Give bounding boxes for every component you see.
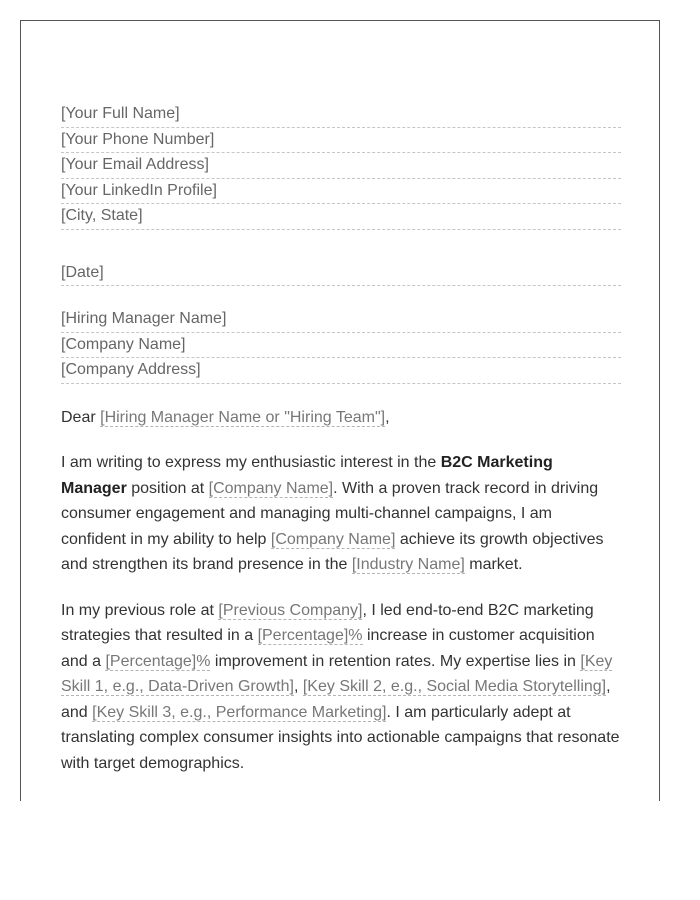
exp-text-2: , I led end-to-end B2C marketing strategies that resulted in a xyxy=(61,601,594,644)
exp-text-7: . I am particularly adept at translating complex consumer insights into actionable campaigns that resonate with target demographics. xyxy=(61,703,620,772)
sender-block xyxy=(61,102,621,230)
email-field[interactable]: [Your Email Address] xyxy=(61,153,621,179)
city-state-field[interactable]: [City, State] xyxy=(61,204,621,230)
company-name-placeholder-2[interactable]: [Company Name] xyxy=(270,530,396,548)
phone-field[interactable]: [Your Phone Number] xyxy=(61,128,621,154)
exp-text-6: , and xyxy=(61,678,611,721)
intro-text-5: market. xyxy=(464,556,523,573)
company-address-field[interactable]: [Company Address] xyxy=(61,358,621,384)
intro-text-1: I am writing to express my enthusiastic interest in the xyxy=(61,454,441,471)
exp-text-3: increase in customer acquisition and a xyxy=(61,627,595,670)
exp-text-1: In my previous role at xyxy=(61,601,219,619)
letter-page xyxy=(20,20,660,801)
company-name-field[interactable]: [Company Name] xyxy=(61,333,621,359)
salutation-name-placeholder[interactable]: [Hiring Manager Name or "Hiring Team"] xyxy=(100,408,386,426)
intro-text-4: achieve its growth objectives and strengthen its brand presence in the xyxy=(61,530,604,573)
intro-text-2: position at xyxy=(126,479,209,497)
recipient-block xyxy=(61,307,621,384)
linkedin-field[interactable]: [Your LinkedIn Profile] xyxy=(61,179,621,205)
letter-content xyxy=(61,102,621,776)
previous-company-placeholder[interactable]: [Previous Company] xyxy=(218,601,363,619)
percentage-placeholder-1[interactable]: [Percentage]% xyxy=(257,627,363,644)
key-skill-3-placeholder[interactable]: [Key Skill 3, e.g., Performance Marketing] xyxy=(92,703,387,721)
key-skill-2-placeholder[interactable]: [Key Skill 2, e.g., Social Media Storytelling] xyxy=(302,678,607,695)
hiring-manager-field[interactable]: [Hiring Manager Name] xyxy=(61,307,621,333)
key-skill-1-placeholder[interactable]: [Key Skill 1, e.g., Data-Driven Growth] xyxy=(61,652,613,695)
role-title: B2C Marketing Manager xyxy=(61,454,553,497)
salutation-prefix: Dear xyxy=(61,408,101,426)
full-name-field[interactable]: [Your Full Name] xyxy=(61,102,621,128)
salutation-suffix: , xyxy=(385,408,390,426)
date-field[interactable]: [Date] xyxy=(61,261,621,287)
exp-text-5: , xyxy=(293,678,303,695)
paragraph-experience xyxy=(61,598,621,777)
percentage-placeholder-2[interactable]: [Percentage]% xyxy=(105,652,211,670)
exp-text-4: improvement in retention rates. My expertise lies in xyxy=(210,652,581,670)
salutation xyxy=(61,405,621,431)
company-name-placeholder[interactable]: [Company Name] xyxy=(208,479,334,497)
intro-text-3: . With a proven track record in driving consumer engagement and managing multi-channel campaigns, I am confident in my ability to help xyxy=(61,479,599,548)
paragraph-intro xyxy=(61,450,621,578)
industry-name-placeholder[interactable]: [Industry Name] xyxy=(351,556,465,573)
